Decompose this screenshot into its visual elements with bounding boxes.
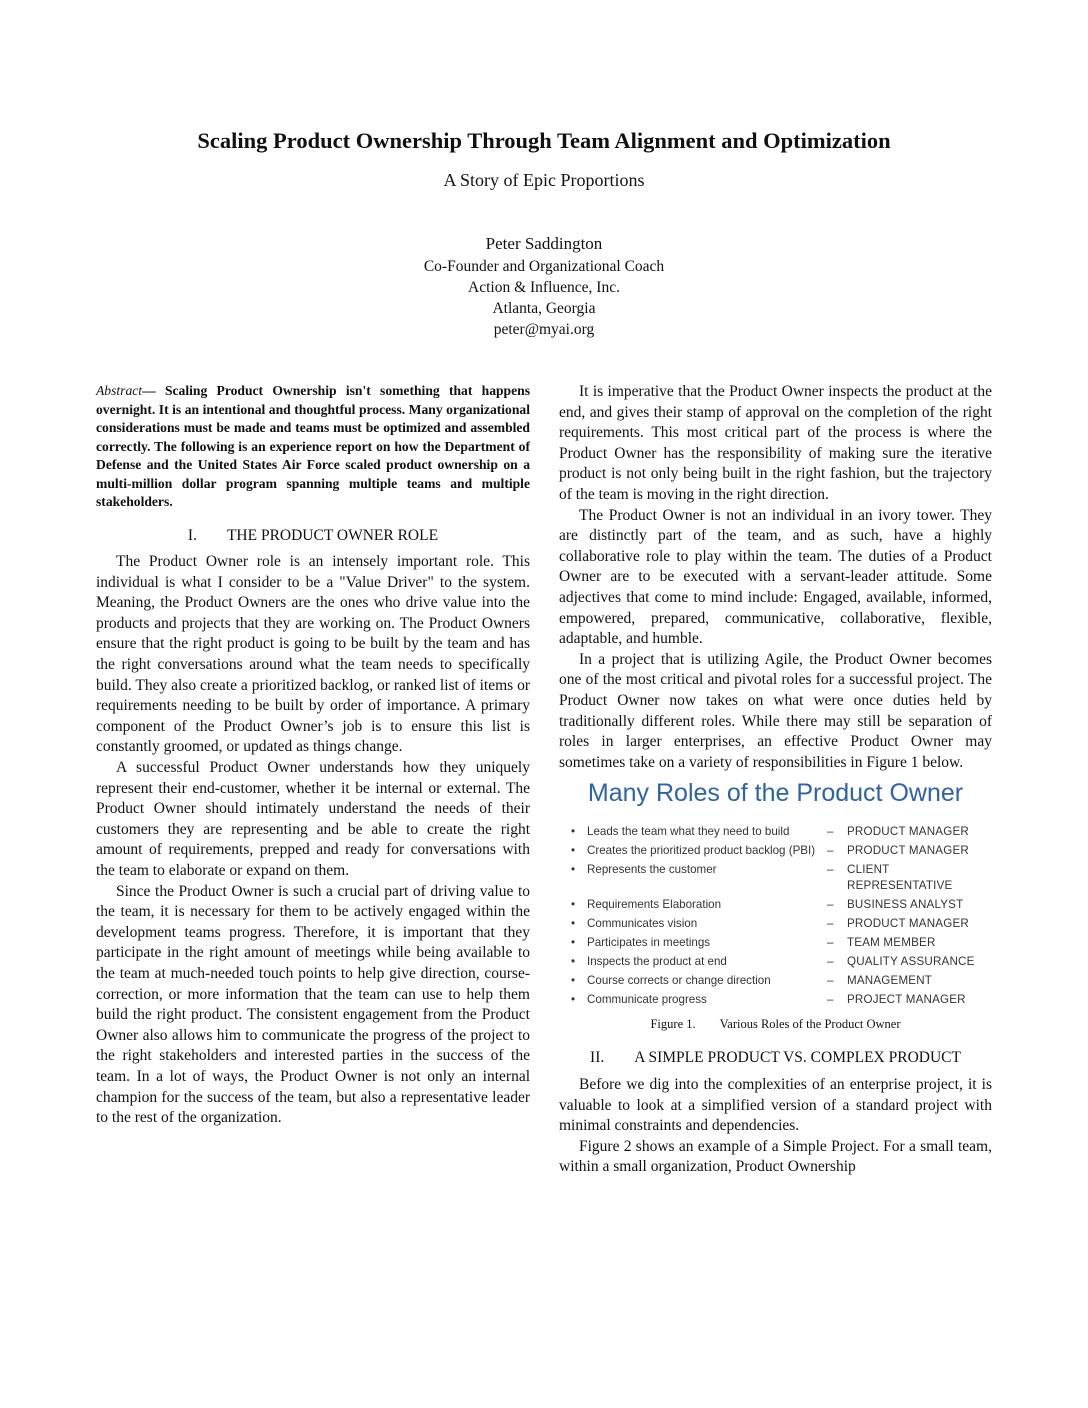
body-paragraph: The Product Owner is not an individual in an ivory tower. They are distinctly part of the team, and as such, have a highly collaborative role to play within the team. The duties of a Product Owner are to be executed with a servant-leader attitude. Some adjectives that come to mind include: Engaged, available, informed, empowered, prepared, communicative, collaborative, flexible, adaptable, and humble. [559,506,992,648]
figure-1-responsibility: Participates in meetings [587,935,711,949]
bullet-icon: • [570,992,576,1006]
figure-1-role: PRODUCT MANAGER [847,843,969,857]
section-2-title: A SIMPLE PRODUCT VS. COMPLEX PRODUCT [634,1049,961,1067]
bullet-icon: • [570,862,576,876]
figure-1-responsibility: Inspects the product at end [587,954,727,968]
figure-1-role: CLIENT REPRESENTATIVE [847,862,953,892]
dash-icon: – [827,843,834,857]
figure-1-role-list [559,824,992,1008]
dash-icon: – [827,862,834,876]
abstract-lead: Abstract [96,383,143,398]
bullet-icon: • [570,916,576,930]
figure-1-row [559,843,992,859]
figure-1-role: PRODUCT MANAGER [847,916,969,930]
figure-1-responsibility: Requirements Elaboration [587,897,722,911]
left-column [96,382,530,1129]
figure-1-role: TEAM MEMBER [847,935,936,949]
body-paragraph: Figure 2 shows an example of a Simple Project. For a small team, within a small organization, Product Ownership [559,1137,992,1176]
figure-1-caption-number: Figure 1. [650,1016,696,1031]
body-paragraph: In a project that is utilizing Agile, the Product Owner becomes one of the most critical and pivotal roles for a successful project. The Product Owner now takes on what were once duties held by traditionally different roles. While there may still be separation of roles in larger enterprises, an effective Product Owner may sometimes take on a variety of responsibilities in Figure 1 below. [559,650,992,771]
author-name: Peter Saddington [485,234,603,253]
figure-1-role: PRODUCT MANAGER [847,824,969,838]
figure-1-row [559,935,992,951]
bullet-icon: • [570,935,576,949]
dash-icon: – [827,916,834,930]
figure-1-title: Many Roles of the Product Owner [587,779,964,808]
bullet-icon: • [570,843,576,857]
section-1-number: I. [187,526,197,544]
figure-1-responsibility: Represents the customer [587,862,717,876]
section-2-number: II. [590,1049,605,1067]
body-paragraph: Before we dig into the complexities of an enterprise project, it is valuable to look at a simplified version of a standard project with minimal constraints and dependencies. [559,1076,992,1135]
right-column [559,382,992,1178]
section-2-heading [559,1048,992,1069]
figure-1 [559,779,992,1034]
figure-1-responsibility: Communicate progress [587,992,707,1006]
abstract-text: — Scaling Product Ownership isn't something that happens overnight. It is an intentional and thoughtful process. Many organizational considerations must be made and teams must be optimized and assembled correctly. The following is an experience report on how the Department of Defense and the United States Air Force scaled product ownership on a multi-million dollar program spanning multiple teams and multiple stakeholders. [96,383,530,509]
figure-1-row [559,916,992,932]
author-email: peter@myai.org [493,321,595,338]
figure-1-role: MANAGEMENT [847,973,933,987]
author-block [0,232,1088,340]
figure-1-responsibility: Course corrects or change direction [587,973,771,987]
figure-1-role: BUSINESS ANALYST [847,897,964,911]
figure-1-role: PROJECT MANAGER [847,992,966,1006]
figure-1-responsibility: Communicates vision [587,916,698,930]
figure-1-row [559,954,992,970]
bullet-icon: • [570,824,576,838]
figure-1-caption-text: Various Roles of the Product Owner [719,1016,901,1031]
figure-1-responsibility: Leads the team what they need to build [587,824,790,838]
figure-1-row [559,992,992,1008]
dash-icon: – [827,935,834,949]
figure-1-role: QUALITY ASSURANCE [847,954,975,968]
figure-1-caption [559,1014,992,1035]
dash-icon: – [827,897,834,911]
paper-subtitle: A Story of Epic Proportions [443,170,645,190]
body-paragraph: Since the Product Owner is such a crucial part of driving value to the team, it is necessary for them to be actively engaged within the development teams progress. Therefore, it is important that they participate in the right amount of meetings while being available to the team at much-needed touch points to help give direction, course-correction, or more information that the team can use to help them build the right product. The consistent engagement from the Product Owner also allows him to communicate the progress of the project to the right stakeholders and interested parties in the success of the team. In a lot of ways, the Product Owner is not only an internal champion for the success of the team, but also a representative leader to the rest of the organization. [96,882,530,1127]
body-paragraph: It is imperative that the Product Owner inspects the product at the end, and gives their stamp of approval on the completion of the right requirements. This most critical part of the process is where the Product Owner has the responsibility of making sure the iterative product is not only being built in the right fashion, but the trajectory of the team is moving in the right direction. [559,383,992,503]
figure-1-row [559,824,992,840]
bullet-icon: • [570,954,576,968]
figure-1-responsibility: Creates the prioritized product backlog (PBI) [587,843,816,857]
author-affiliation-company: Action & Influence, Inc. [468,279,620,296]
section-1-heading [96,526,530,547]
author-location: Atlanta, Georgia [492,300,596,317]
dash-icon: – [827,992,834,1006]
dash-icon: – [827,954,834,968]
paper-title: Scaling Product Ownership Through Team Alignment and Optimization [197,128,891,153]
dash-icon: – [827,973,834,987]
body-paragraph: The Product Owner role is an intensely important role. This individual is what I consider to be a "Value Driver" to the system. Meaning, the Product Owners are the ones who drive value into the products and projects that they are working on. The Product Owners ensure that the right product is going to be built by the team and has the right conversations around what the team needs to specifically build. They also create a prioritized backlog, or ranked list of items or requirements needing to be built by order of importance. A primary component of the Product Owner’s job is to ensure this list is constantly groomed, or updated as things change. [96,553,530,756]
bullet-icon: • [570,973,576,987]
figure-1-row [559,973,992,989]
abstract [96,382,530,512]
section-1-title: THE PRODUCT OWNER ROLE [226,526,439,544]
dash-icon: – [827,824,834,838]
author-affiliation-title: Co-Founder and Organizational Coach [423,258,665,275]
bullet-icon: • [570,897,576,911]
body-paragraph: A successful Product Owner understands how they uniquely represent their end-customer, whether it be internal or external. The Product Owner should intimately understand the needs of their customers they are representing and be able to create the right amount of requirements, prepped and ready for conversations with the team to elaborate or expand on them. [96,759,530,879]
figure-1-row [559,897,992,913]
figure-1-row [559,862,992,894]
